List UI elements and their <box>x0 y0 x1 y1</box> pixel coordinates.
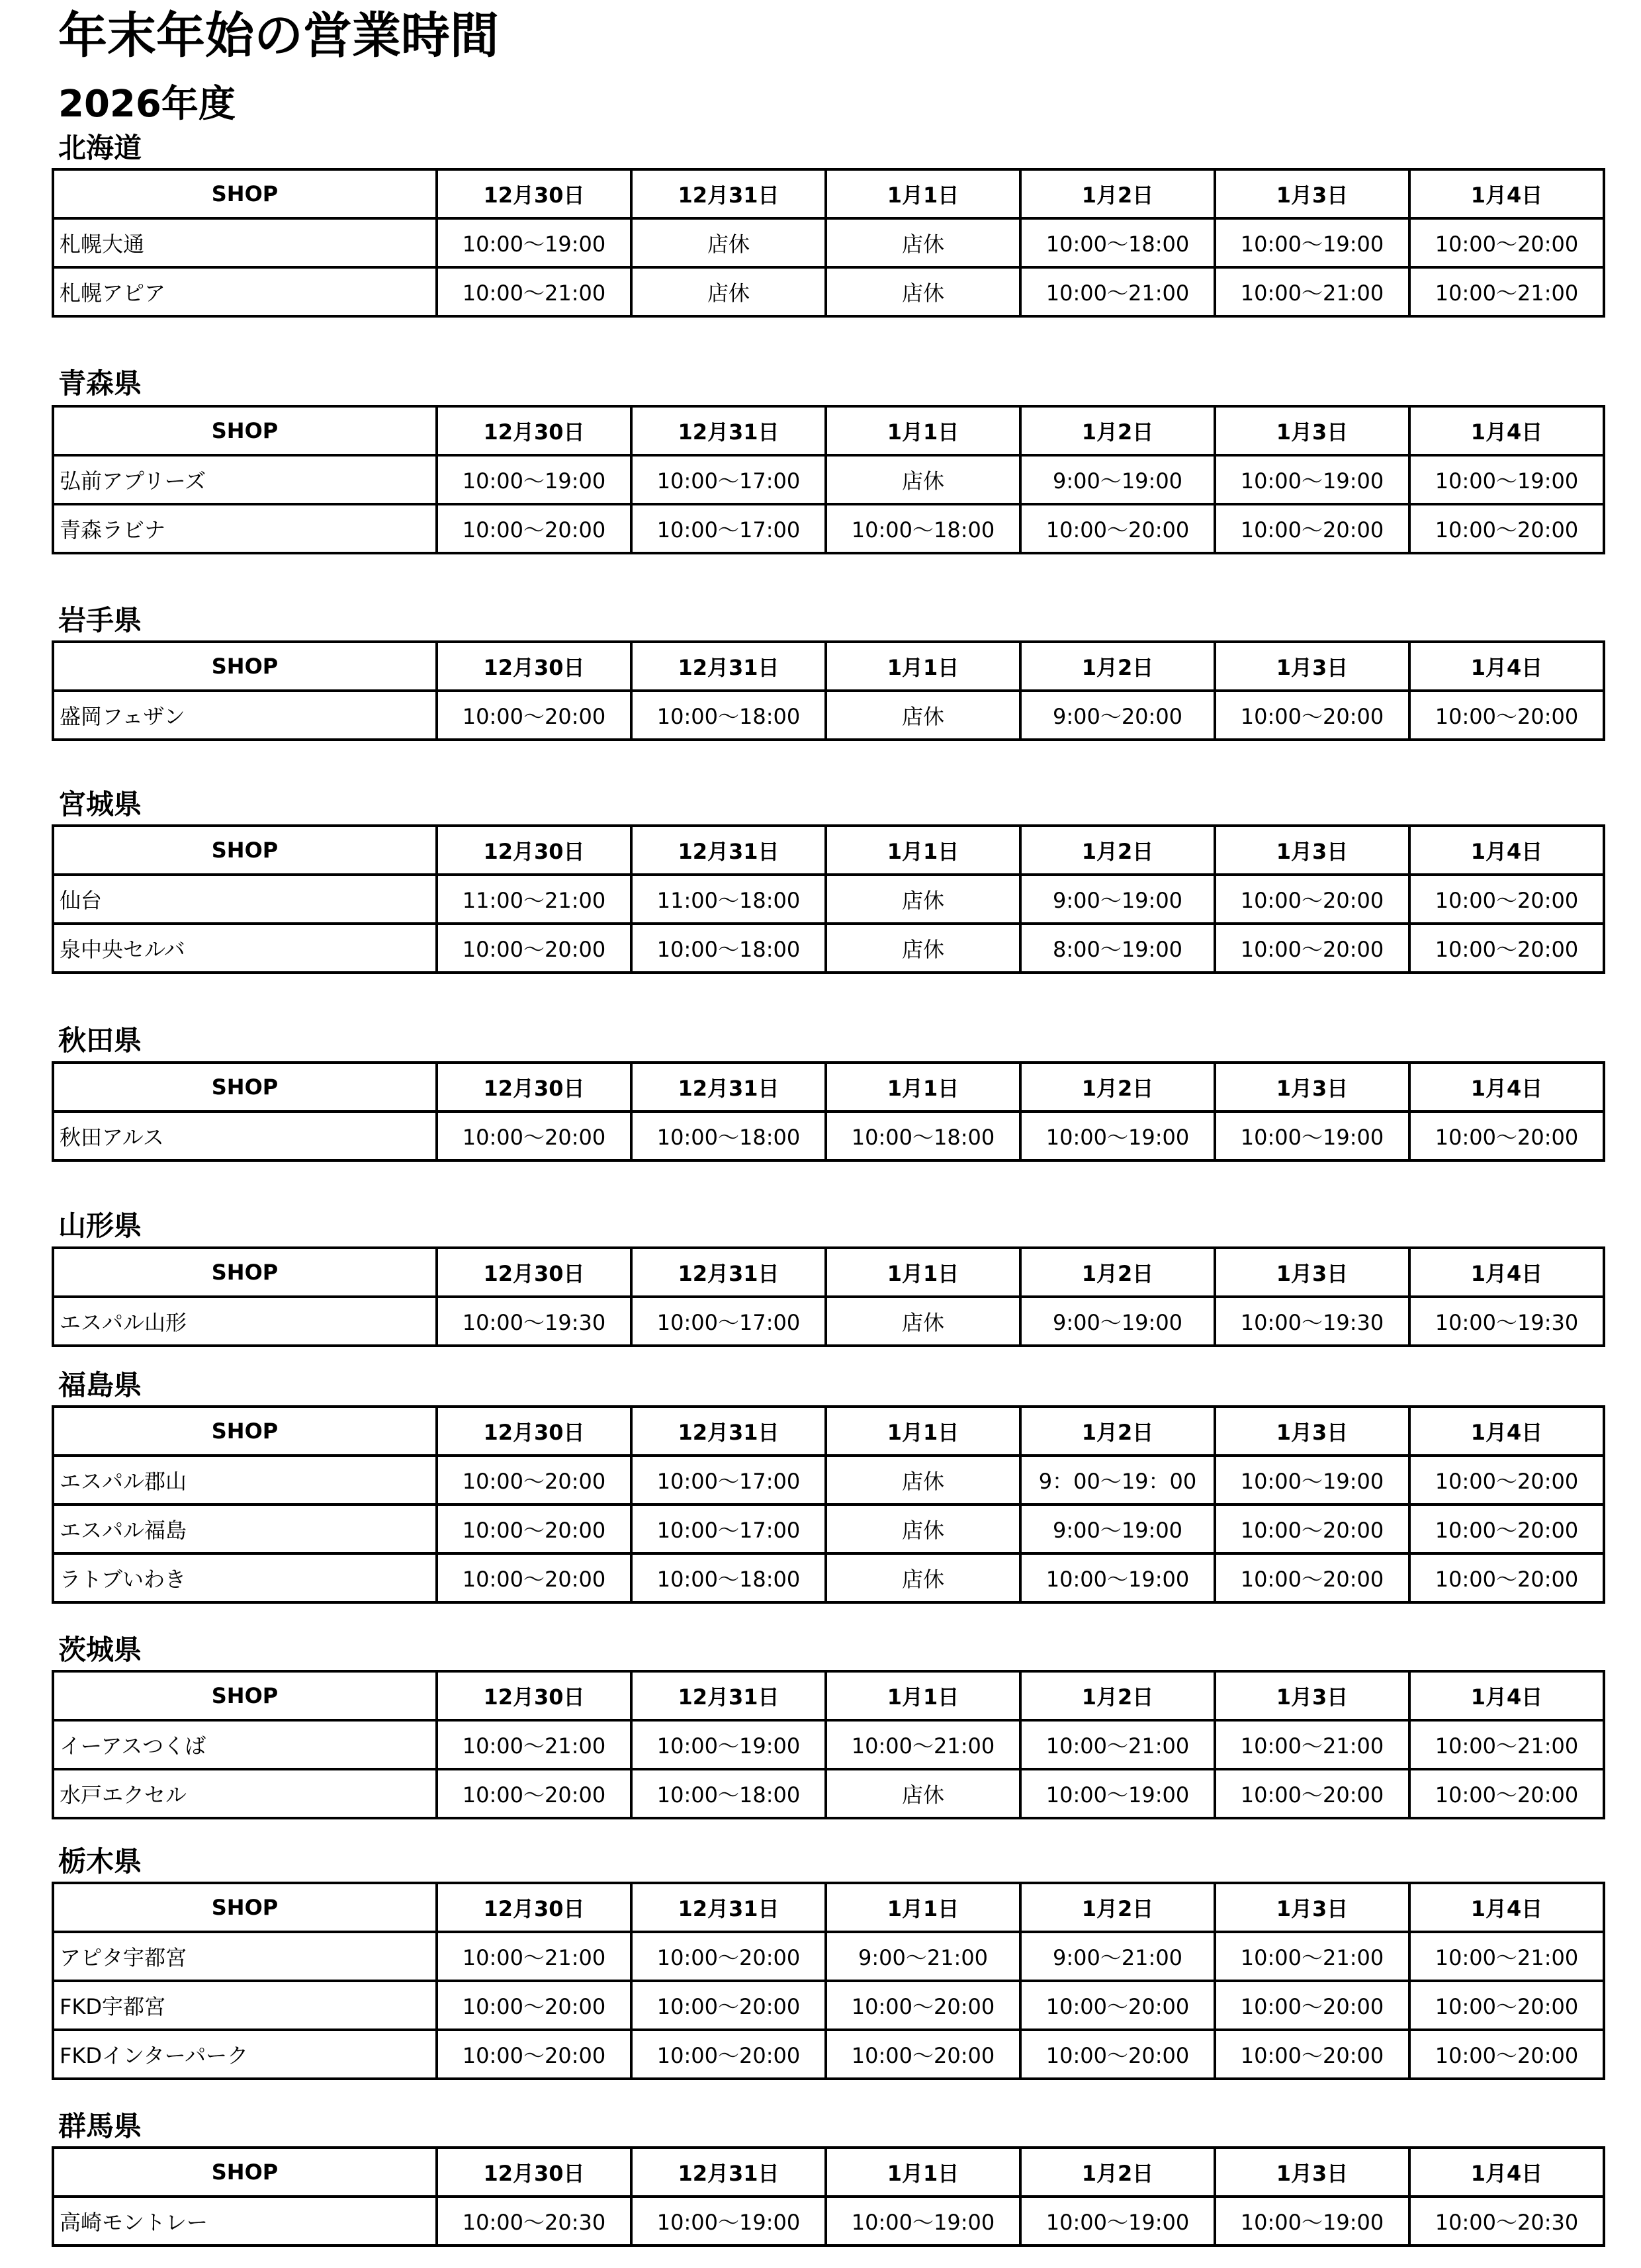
table-row <box>53 1720 1604 1769</box>
column-header-date: 1月4日 <box>1409 1407 1604 1456</box>
hours-cell: 10:00～21:00 <box>1409 267 1604 316</box>
column-header-date: 1月2日 <box>1020 1671 1215 1720</box>
hours-cell: 9:00～19:00 <box>1020 875 1215 924</box>
column-header-date: 12月30日 <box>437 642 631 691</box>
hours-cell: 10:00～20:30 <box>437 2197 631 2246</box>
hours-cell: 10:00～18:00 <box>631 1112 826 1160</box>
hours-cell: 10:00～20:00 <box>631 1981 826 2030</box>
hours-cell: 10:00～18:00 <box>631 1769 826 1818</box>
table-row <box>53 691 1604 740</box>
header-row <box>53 642 1604 691</box>
hours-cell: 10:00～18:00 <box>826 1112 1020 1160</box>
table-row <box>53 218 1604 267</box>
header-row <box>53 1248 1604 1297</box>
column-header-date: 12月30日 <box>437 1407 631 1456</box>
hours-table <box>52 640 1605 741</box>
hours-cell: 10:00～20:00 <box>1215 1769 1409 1818</box>
hours-cell: 10:00～19:30 <box>437 1297 631 1346</box>
hours-table <box>52 1246 1605 1347</box>
hours-cell: 10:00～19:00 <box>1020 1553 1215 1602</box>
hours-cell: 10:00～21:00 <box>1215 267 1409 316</box>
hours-cell: 10:00～20:00 <box>1215 1981 1409 2030</box>
hours-cell: 10:00～20:00 <box>437 1112 631 1160</box>
hours-cell: 10:00～20:00 <box>1020 504 1215 553</box>
hours-cell: 10:00～19:00 <box>1215 1456 1409 1505</box>
hours-cell: 9:00～21:00 <box>1020 1932 1215 1981</box>
hours-cell: 10:00～18:00 <box>631 1553 826 1602</box>
hours-cell: 10:00～21:00 <box>437 1932 631 1981</box>
table-row <box>53 2030 1604 2079</box>
hours-cell: 10:00～20:00 <box>1020 2030 1215 2079</box>
shop-name-cell: 泉中央セルバ <box>53 924 437 973</box>
column-header-date: 1月3日 <box>1215 642 1409 691</box>
hours-table <box>52 1405 1605 1604</box>
column-header-date: 12月31日 <box>631 826 826 875</box>
hours-cell: 10:00～17:00 <box>631 1456 826 1505</box>
hours-cell: 10:00～20:00 <box>1409 1769 1604 1818</box>
column-header-date: 1月3日 <box>1215 1407 1409 1456</box>
table-row <box>53 1769 1604 1818</box>
hours-cell: 10:00～20:00 <box>1215 1505 1409 1553</box>
hours-cell: 11:00～21:00 <box>437 875 631 924</box>
hours-cell: 10:00～19:00 <box>1215 1112 1409 1160</box>
column-header-date: 1月4日 <box>1409 406 1604 455</box>
shop-name-cell: 高崎モントレー <box>53 2197 437 2246</box>
header-row <box>53 2148 1604 2197</box>
hours-cell: 10:00～20:00 <box>1409 691 1604 740</box>
hours-cell: 10:00～21:00 <box>826 1720 1020 1769</box>
shop-name-cell: ラトブいわき <box>53 1553 437 1602</box>
column-header-shop: SHOP <box>53 642 437 691</box>
hours-cell: 10:00～21:00 <box>1215 1720 1409 1769</box>
column-header-shop: SHOP <box>53 1248 437 1297</box>
hours-cell: 10:00～21:00 <box>1020 267 1215 316</box>
hours-cell: 店休 <box>826 924 1020 973</box>
column-header-date: 1月4日 <box>1409 1671 1604 1720</box>
hours-cell: 10:00～19:00 <box>631 2197 826 2246</box>
hours-cell: 10:00～20:00 <box>826 1981 1020 2030</box>
hours-cell: 10:00～17:00 <box>631 504 826 553</box>
hours-cell: 10:00～19:00 <box>1020 1112 1215 1160</box>
table-row <box>53 1553 1604 1602</box>
hours-cell: 10:00～20:00 <box>437 924 631 973</box>
hours-cell: 11:00～18:00 <box>631 875 826 924</box>
column-header-date: 1月1日 <box>826 826 1020 875</box>
column-header-date: 1月1日 <box>826 1883 1020 1932</box>
prefecture-heading: 青森県 <box>58 367 142 400</box>
column-header-shop: SHOP <box>53 1671 437 1720</box>
column-header-date: 12月31日 <box>631 1063 826 1112</box>
column-header-date: 1月4日 <box>1409 2148 1604 2197</box>
hours-cell: 店休 <box>826 1297 1020 1346</box>
shop-name-cell: エスパル福島 <box>53 1505 437 1553</box>
hours-cell: 10:00～20:00 <box>437 504 631 553</box>
column-header-date: 1月2日 <box>1020 2148 1215 2197</box>
shop-name-cell: 盛岡フェザン <box>53 691 437 740</box>
hours-cell: 10:00～20:00 <box>826 2030 1020 2079</box>
column-header-date: 1月3日 <box>1215 169 1409 218</box>
column-header-shop: SHOP <box>53 1063 437 1112</box>
hours-cell: 店休 <box>826 1553 1020 1602</box>
hours-cell: 10:00～20:00 <box>437 2030 631 2079</box>
column-header-date: 1月3日 <box>1215 2148 1409 2197</box>
hours-cell: 10:00～20:00 <box>1409 875 1604 924</box>
column-header-date: 12月30日 <box>437 1248 631 1297</box>
prefecture-heading: 福島県 <box>58 1369 142 1401</box>
hours-cell: 10:00～21:00 <box>437 267 631 316</box>
table-row <box>53 1297 1604 1346</box>
table-row <box>53 875 1604 924</box>
column-header-shop: SHOP <box>53 169 437 218</box>
column-header-date: 1月3日 <box>1215 1063 1409 1112</box>
table-row <box>53 1932 1604 1981</box>
hours-cell: 店休 <box>826 1769 1020 1818</box>
table-row <box>53 1112 1604 1160</box>
hours-cell: 10:00～19:00 <box>437 218 631 267</box>
hours-cell: 店休 <box>826 455 1020 504</box>
header-row <box>53 1063 1604 1112</box>
column-header-date: 12月30日 <box>437 1063 631 1112</box>
column-header-date: 12月30日 <box>437 169 631 218</box>
column-header-shop: SHOP <box>53 1883 437 1932</box>
hours-cell: 10:00～18:00 <box>826 504 1020 553</box>
shop-name-cell: 札幌アピア <box>53 267 437 316</box>
column-header-date: 1月1日 <box>826 1063 1020 1112</box>
table-row <box>53 267 1604 316</box>
column-header-date: 12月30日 <box>437 826 631 875</box>
table-row <box>53 455 1604 504</box>
column-header-date: 1月2日 <box>1020 1063 1215 1112</box>
column-header-date: 1月1日 <box>826 406 1020 455</box>
hours-cell: 店休 <box>631 267 826 316</box>
hours-cell: 10:00～20:00 <box>1020 1981 1215 2030</box>
column-header-date: 12月31日 <box>631 642 826 691</box>
hours-cell: 10:00～17:00 <box>631 1505 826 1553</box>
hours-cell: 10:00～20:00 <box>1409 924 1604 973</box>
table-row <box>53 1456 1604 1505</box>
hours-cell: 10:00～20:00 <box>1409 1553 1604 1602</box>
column-header-shop: SHOP <box>53 826 437 875</box>
column-header-date: 12月30日 <box>437 406 631 455</box>
header-row <box>53 1671 1604 1720</box>
hours-cell: 10:00～19:30 <box>1409 1297 1604 1346</box>
table-row <box>53 1981 1604 2030</box>
hours-cell: 10:00～20:00 <box>631 2030 826 2079</box>
hours-cell: 店休 <box>826 875 1020 924</box>
shop-name-cell: FKDインターパーク <box>53 2030 437 2079</box>
column-header-date: 1月1日 <box>826 1407 1020 1456</box>
hours-cell: 10:00～19:00 <box>826 2197 1020 2246</box>
hours-cell: 10:00～20:00 <box>1215 1553 1409 1602</box>
column-header-date: 1月3日 <box>1215 406 1409 455</box>
hours-cell: 10:00～19:00 <box>631 1720 826 1769</box>
page-title: 年末年始の営業時間 <box>58 7 499 64</box>
hours-cell: 店休 <box>826 1505 1020 1553</box>
hours-cell: 10:00～21:00 <box>1409 1932 1604 1981</box>
shop-name-cell: エスパル郡山 <box>53 1456 437 1505</box>
hours-cell: 10:00～19:00 <box>1215 218 1409 267</box>
shop-name-cell: イーアスつくば <box>53 1720 437 1769</box>
hours-cell: 10:00～19:00 <box>1215 455 1409 504</box>
hours-table <box>52 168 1605 318</box>
column-header-date: 1月4日 <box>1409 1063 1604 1112</box>
column-header-date: 1月2日 <box>1020 1248 1215 1297</box>
hours-cell: 10:00～20:00 <box>1215 875 1409 924</box>
column-header-date: 1月2日 <box>1020 169 1215 218</box>
table-row <box>53 2197 1604 2246</box>
hours-cell: 10:00～19:00 <box>1215 2197 1409 2246</box>
table-row <box>53 924 1604 973</box>
header-row <box>53 406 1604 455</box>
column-header-date: 1月3日 <box>1215 826 1409 875</box>
column-header-date: 12月30日 <box>437 1671 631 1720</box>
column-header-date: 12月31日 <box>631 1407 826 1456</box>
shop-name-cell: 青森ラビナ <box>53 504 437 553</box>
column-header-shop: SHOP <box>53 2148 437 2197</box>
hours-cell: 10:00～21:00 <box>1409 1720 1604 1769</box>
hours-table <box>52 824 1605 974</box>
column-header-date: 1月4日 <box>1409 826 1604 875</box>
column-header-date: 1月4日 <box>1409 169 1604 218</box>
column-header-date: 1月2日 <box>1020 406 1215 455</box>
hours-cell: 10:00～20:00 <box>1409 218 1604 267</box>
column-header-date: 12月31日 <box>631 1883 826 1932</box>
hours-cell: 10:00～20:00 <box>631 1932 826 1981</box>
column-header-shop: SHOP <box>53 1407 437 1456</box>
hours-cell: 店休 <box>631 218 826 267</box>
hours-cell: 店休 <box>826 1456 1020 1505</box>
hours-cell: 10:00～18:00 <box>631 924 826 973</box>
shop-name-cell: エスパル山形 <box>53 1297 437 1346</box>
hours-cell: 10:00～19:00 <box>1020 2197 1215 2246</box>
hours-cell: 10:00～20:00 <box>1409 504 1604 553</box>
shop-name-cell: FKD宇都宮 <box>53 1981 437 2030</box>
hours-cell: 10:00～21:00 <box>1215 1932 1409 1981</box>
column-header-shop: SHOP <box>53 406 437 455</box>
hours-cell: 9:00～19:00 <box>1020 1297 1215 1346</box>
column-header-date: 1月2日 <box>1020 642 1215 691</box>
prefecture-heading: 茨城県 <box>58 1634 142 1666</box>
hours-cell: 9:00～20:00 <box>1020 691 1215 740</box>
column-header-date: 12月31日 <box>631 169 826 218</box>
column-header-date: 1月1日 <box>826 169 1020 218</box>
hours-cell: 10:00～19:00 <box>437 455 631 504</box>
column-header-date: 12月30日 <box>437 1883 631 1932</box>
prefecture-heading: 秋田県 <box>58 1024 142 1057</box>
hours-cell: 10:00～19:30 <box>1215 1297 1409 1346</box>
hours-cell: 9:00～21:00 <box>826 1932 1020 1981</box>
column-header-date: 1月3日 <box>1215 1671 1409 1720</box>
hours-cell: 9：00～19：00 <box>1020 1456 1215 1505</box>
column-header-date: 12月31日 <box>631 2148 826 2197</box>
column-header-date: 1月1日 <box>826 642 1020 691</box>
column-header-date: 12月31日 <box>631 1671 826 1720</box>
column-header-date: 1月1日 <box>826 2148 1020 2197</box>
prefecture-heading: 岩手県 <box>58 604 142 636</box>
header-row <box>53 169 1604 218</box>
hours-cell: 店休 <box>826 218 1020 267</box>
column-header-date: 1月2日 <box>1020 826 1215 875</box>
hours-cell: 10:00～20:00 <box>1409 1505 1604 1553</box>
hours-cell: 10:00～20:30 <box>1409 2197 1604 2246</box>
hours-cell: 10:00～20:00 <box>1215 2030 1409 2079</box>
table-row <box>53 504 1604 553</box>
column-header-date: 1月3日 <box>1215 1883 1409 1932</box>
column-header-date: 12月31日 <box>631 406 826 455</box>
hours-cell: 10:00～20:00 <box>437 1553 631 1602</box>
hours-cell: 10:00～20:00 <box>437 691 631 740</box>
shop-name-cell: 弘前アプリーズ <box>53 455 437 504</box>
hours-cell: 10:00～18:00 <box>631 691 826 740</box>
hours-cell: 10:00～20:00 <box>1215 924 1409 973</box>
hours-cell: 8:00～19:00 <box>1020 924 1215 973</box>
hours-cell: 10:00～20:00 <box>437 1456 631 1505</box>
prefecture-heading: 北海道 <box>58 132 142 164</box>
hours-cell: 10:00～20:00 <box>437 1505 631 1553</box>
hours-cell: 10:00～18:00 <box>1020 218 1215 267</box>
hours-table <box>52 2146 1605 2247</box>
column-header-date: 12月31日 <box>631 1248 826 1297</box>
year-title: 2026年度 <box>58 83 236 126</box>
hours-cell: 店休 <box>826 691 1020 740</box>
column-header-date: 1月4日 <box>1409 1248 1604 1297</box>
column-header-date: 1月1日 <box>826 1671 1020 1720</box>
prefecture-heading: 群馬県 <box>58 2110 142 2142</box>
shop-name-cell: アピタ宇都宮 <box>53 1932 437 1981</box>
hours-cell: 9:00～19:00 <box>1020 1505 1215 1553</box>
prefecture-heading: 山形県 <box>58 1209 142 1242</box>
column-header-date: 12月30日 <box>437 2148 631 2197</box>
hours-cell: 10:00～21:00 <box>1020 1720 1215 1769</box>
column-header-date: 1月2日 <box>1020 1407 1215 1456</box>
header-row <box>53 826 1604 875</box>
hours-cell: 10:00～20:00 <box>1409 2030 1604 2079</box>
shop-name-cell: 秋田アルス <box>53 1112 437 1160</box>
header-row <box>53 1883 1604 1932</box>
hours-table <box>52 1670 1605 1819</box>
hours-cell: 10:00～17:00 <box>631 455 826 504</box>
header-row <box>53 1407 1604 1456</box>
column-header-date: 1月1日 <box>826 1248 1020 1297</box>
shop-name-cell: 水戸エクセル <box>53 1769 437 1818</box>
column-header-date: 1月2日 <box>1020 1883 1215 1932</box>
hours-cell: 10:00～20:00 <box>1215 504 1409 553</box>
hours-cell: 10:00～20:00 <box>1409 1456 1604 1505</box>
column-header-date: 1月4日 <box>1409 642 1604 691</box>
hours-cell: 10:00～21:00 <box>437 1720 631 1769</box>
prefecture-heading: 宮城県 <box>58 788 142 820</box>
hours-cell: 10:00～20:00 <box>1215 691 1409 740</box>
prefecture-heading: 栃木県 <box>58 1845 142 1878</box>
hours-table <box>52 1061 1605 1162</box>
hours-cell: 10:00～20:00 <box>1409 1112 1604 1160</box>
hours-cell: 9:00～19:00 <box>1020 455 1215 504</box>
hours-cell: 10:00～19:00 <box>1409 455 1604 504</box>
hours-cell: 10:00～20:00 <box>437 1981 631 2030</box>
hours-cell: 10:00～20:00 <box>437 1769 631 1818</box>
column-header-date: 1月3日 <box>1215 1248 1409 1297</box>
hours-table <box>52 1882 1605 2080</box>
hours-cell: 店休 <box>826 267 1020 316</box>
shop-name-cell: 札幌大通 <box>53 218 437 267</box>
table-row <box>53 1505 1604 1553</box>
hours-cell: 10:00～20:00 <box>1409 1981 1604 2030</box>
hours-cell: 10:00～19:00 <box>1020 1769 1215 1818</box>
hours-cell: 10:00～17:00 <box>631 1297 826 1346</box>
column-header-date: 1月4日 <box>1409 1883 1604 1932</box>
shop-name-cell: 仙台 <box>53 875 437 924</box>
hours-table <box>52 405 1605 554</box>
